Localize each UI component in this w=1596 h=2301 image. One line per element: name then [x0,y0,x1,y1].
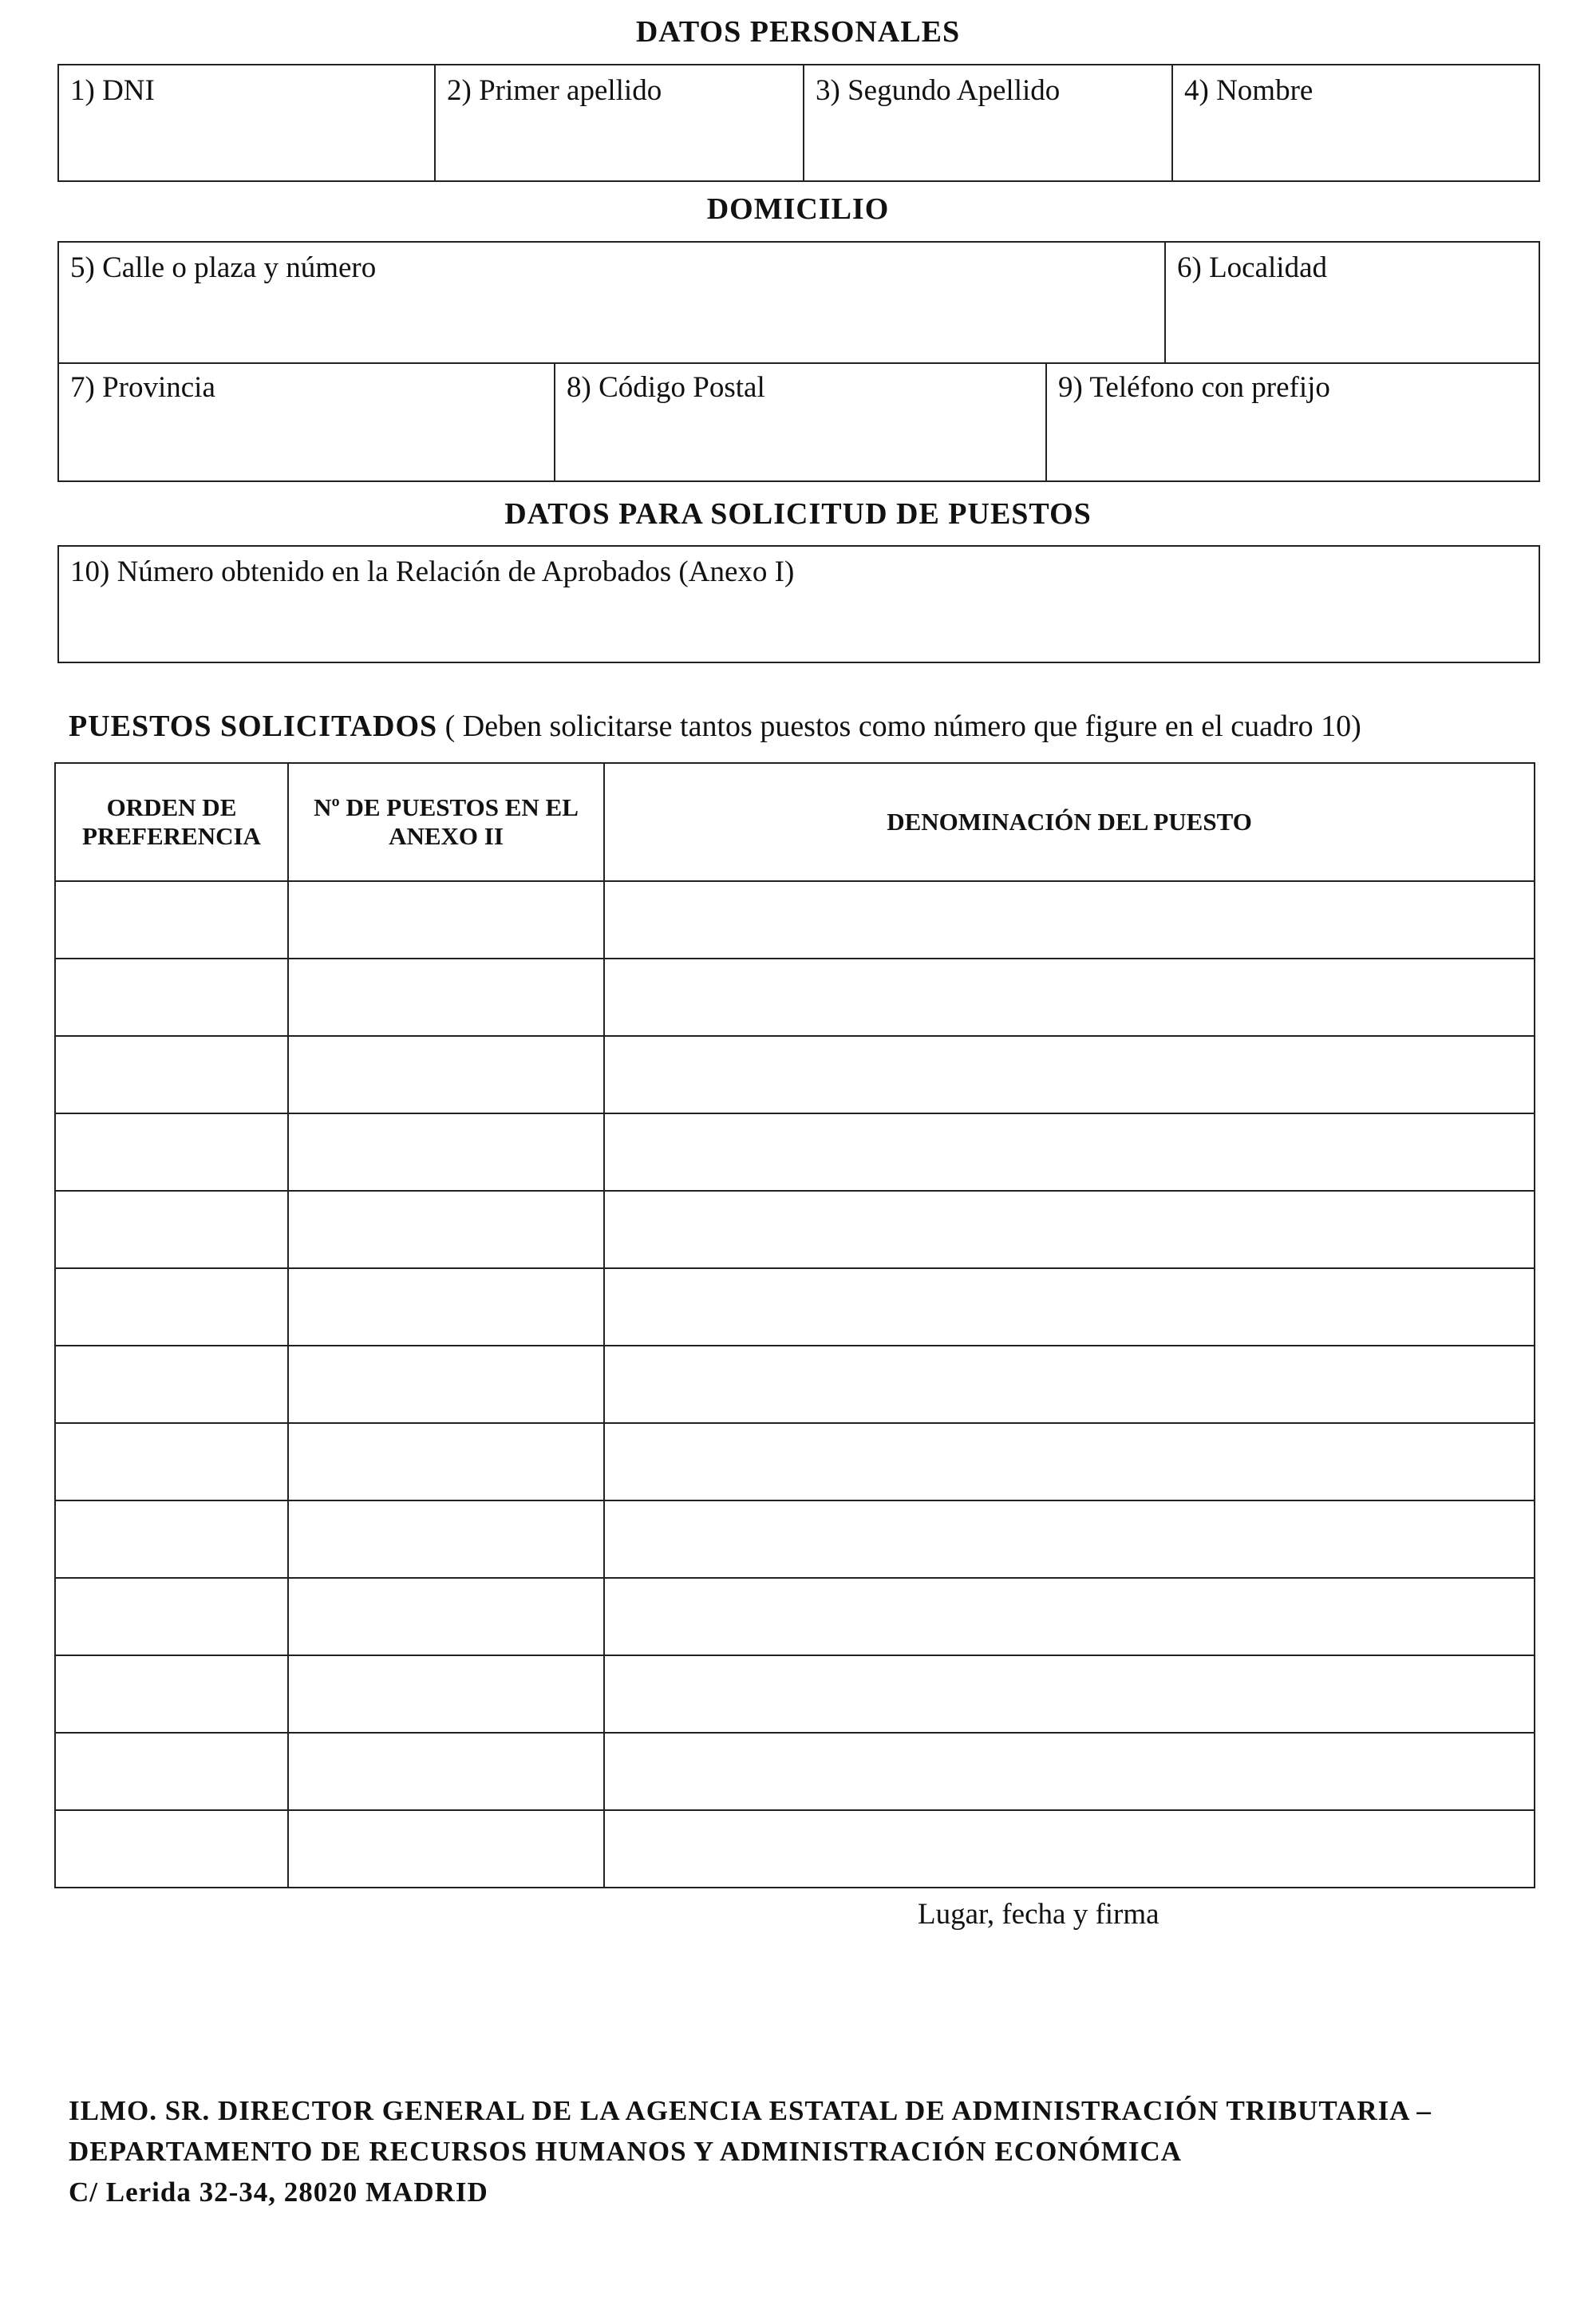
numero-cell[interactable] [288,881,604,959]
table-row [55,1036,1535,1113]
numero-cell[interactable] [288,959,604,1036]
solicitud-box [57,545,1540,663]
numero-cell[interactable] [288,1733,604,1810]
denominacion-cell[interactable] [604,1733,1535,1810]
segundo-apellido-field[interactable]: 3) Segundo Apellido [803,65,1171,180]
denominacion-cell[interactable] [604,1500,1535,1578]
nombre-field[interactable]: 4) Nombre [1171,65,1539,180]
denominacion-cell[interactable] [604,1655,1535,1733]
orden-cell[interactable] [55,1113,288,1191]
domicilio-row-1 [59,243,1539,362]
primer-apellido-field[interactable]: 2) Primer apellido [434,65,803,180]
section-heading-solicitud: DATOS PARA SOLICITUD DE PUESTOS [504,497,1092,531]
orden-cell[interactable] [55,1500,288,1578]
table-row [55,881,1535,959]
numero-obtenido-field[interactable]: 10) Número obtenido en la Relación de Aprobados (Anexo I) [70,555,795,588]
calle-field[interactable]: 5) Calle o plaza y número [70,251,377,284]
orden-cell[interactable] [55,1578,288,1655]
table-row [55,1423,1535,1500]
table-row [55,959,1535,1036]
denominacion-cell[interactable] [604,1423,1535,1500]
denominacion-cell[interactable] [604,881,1535,959]
footer-address [69,2091,1432,2212]
domicilio-box [57,241,1540,482]
table-row [55,1191,1535,1268]
numero-cell[interactable] [288,1268,604,1346]
puestos-title [69,709,1361,744]
footer-line-2: DEPARTAMENTO DE RECURSOS HUMANOS Y ADMINISTRACIÓN ECONÓMICA [69,2135,1182,2167]
dni-field[interactable]: 1) DNI [70,74,155,107]
orden-cell[interactable] [55,1268,288,1346]
orden-cell[interactable] [55,1036,288,1113]
table-row [55,1113,1535,1191]
codigo-postal-field[interactable]: 8) Código Postal [554,362,1045,480]
numero-cell[interactable] [288,1191,604,1268]
table-row [55,1655,1535,1733]
orden-cell[interactable] [55,1191,288,1268]
numero-cell[interactable] [288,1423,604,1500]
numero-cell[interactable] [288,1655,604,1733]
orden-cell[interactable] [55,1346,288,1423]
column-denominacion: DENOMINACIÓN DEL PUESTO [604,763,1535,881]
section-heading-domicilio: DOMICILIO [706,192,890,226]
denominacion-cell[interactable] [604,1191,1535,1268]
footer-line-1: ILMO. SR. DIRECTOR GENERAL DE LA AGENCIA ESTATAL DE ADMINISTRACIÓN TRIBUTARIA – [69,2095,1432,2126]
puestos-table [54,762,1535,1888]
numero-cell[interactable] [288,1578,604,1655]
puestos-note: ( Deben solicitarse tantos puestos como número que figure en el cuadro 10) [437,710,1361,743]
numero-cell[interactable] [288,1113,604,1191]
denominacion-cell[interactable] [604,1036,1535,1113]
localidad-field[interactable]: 6) Localidad [1164,243,1539,362]
telefono-field[interactable]: 9) Teléfono con prefijo [1045,362,1539,480]
denominacion-cell[interactable] [604,1113,1535,1191]
puestos-title-label: PUESTOS SOLICITADOS [69,710,438,743]
numero-cell[interactable] [288,1036,604,1113]
orden-cell[interactable] [55,1733,288,1810]
denominacion-cell[interactable] [604,1810,1535,1888]
numero-cell[interactable] [288,1500,604,1578]
numero-cell[interactable] [288,1346,604,1423]
column-orden: ORDEN DE PREFERENCIA [55,763,288,881]
column-numero: Nº DE PUESTOS EN EL ANEXO II [288,763,604,881]
orden-cell[interactable] [55,1655,288,1733]
table-row [55,1500,1535,1578]
table-row [55,1578,1535,1655]
provincia-field[interactable]: 7) Provincia [70,371,215,404]
numero-cell[interactable] [288,1810,604,1888]
denominacion-cell[interactable] [604,1268,1535,1346]
personal-data-box [57,64,1540,182]
orden-cell[interactable] [55,1423,288,1500]
orden-cell[interactable] [55,881,288,959]
table-row [55,1733,1535,1810]
domicilio-row-2 [59,362,1539,480]
denominacion-cell[interactable] [604,1346,1535,1423]
puestos-header-row [55,763,1535,881]
denominacion-cell[interactable] [604,959,1535,1036]
table-row [55,1346,1535,1423]
signature-label: Lugar, fecha y firma [918,1898,1159,1931]
table-row [55,1810,1535,1888]
orden-cell[interactable] [55,1810,288,1888]
table-row [55,1268,1535,1346]
denominacion-cell[interactable] [604,1578,1535,1655]
orden-cell[interactable] [55,959,288,1036]
section-heading-personal: DATOS PERSONALES [635,15,961,49]
footer-line-3: C/ Lerida 32-34, 28020 MADRID [69,2176,488,2208]
